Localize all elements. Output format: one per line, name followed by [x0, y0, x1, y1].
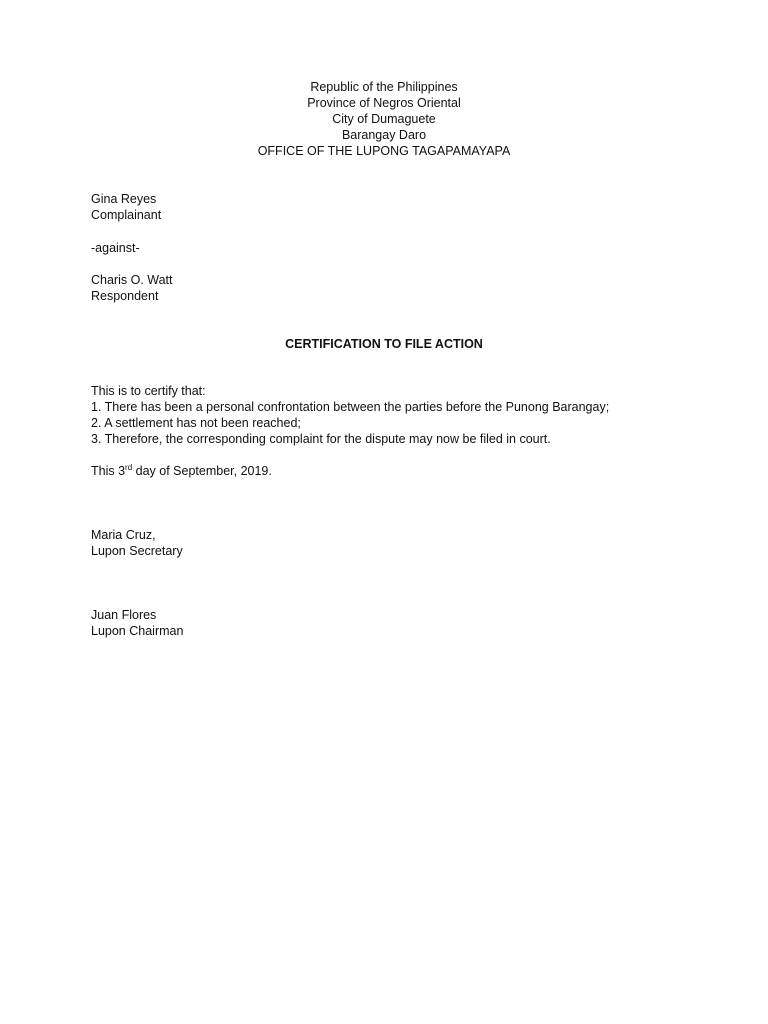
date-superscript: rd — [125, 462, 133, 472]
chairman-title: Lupon Chairman — [91, 624, 184, 638]
chairman-name: Juan Flores — [91, 608, 157, 622]
respondent-name: Charis O. Watt — [91, 273, 173, 287]
header-republic: Republic of the Philippines — [310, 80, 458, 94]
against-block — [91, 240, 140, 256]
against-text: -against- — [91, 241, 140, 255]
date-line — [91, 463, 272, 479]
certification-body — [91, 383, 609, 447]
secretary-name: Maria Cruz, — [91, 528, 156, 542]
respondent-block — [91, 272, 173, 304]
secretary-title: Lupon Secretary — [91, 544, 183, 558]
header-barangay: Barangay Daro — [341, 128, 427, 142]
header-province: Province of Negros Oriental — [307, 96, 461, 110]
complainant-name: Gina Reyes — [91, 192, 157, 206]
header-city: City of Dumaguete — [332, 112, 436, 126]
body-item-1: 1. There has been a personal confrontation between the parties before the Punong Barangay; — [91, 400, 610, 414]
chairman-signature — [91, 607, 183, 639]
body-intro: This is to certify that: — [91, 384, 206, 398]
date-suffix: day of September, 2019. — [132, 464, 272, 478]
body-item-2: 2. A settlement has not been reached; — [91, 416, 301, 430]
secretary-signature — [91, 527, 183, 559]
header-office: OFFICE OF THE LUPONG TAGAPAMAYAPA — [257, 144, 511, 158]
document-title: CERTIFICATION TO FILE ACTION — [285, 337, 483, 351]
date-prefix: This 3 — [91, 464, 126, 478]
complainant-block — [91, 191, 161, 223]
respondent-label: Respondent — [91, 289, 159, 303]
document-header — [0, 79, 768, 159]
complainant-label: Complainant — [91, 208, 162, 222]
body-item-3: 3. Therefore, the corresponding complaint for the dispute may now be filed in court. — [91, 432, 551, 446]
